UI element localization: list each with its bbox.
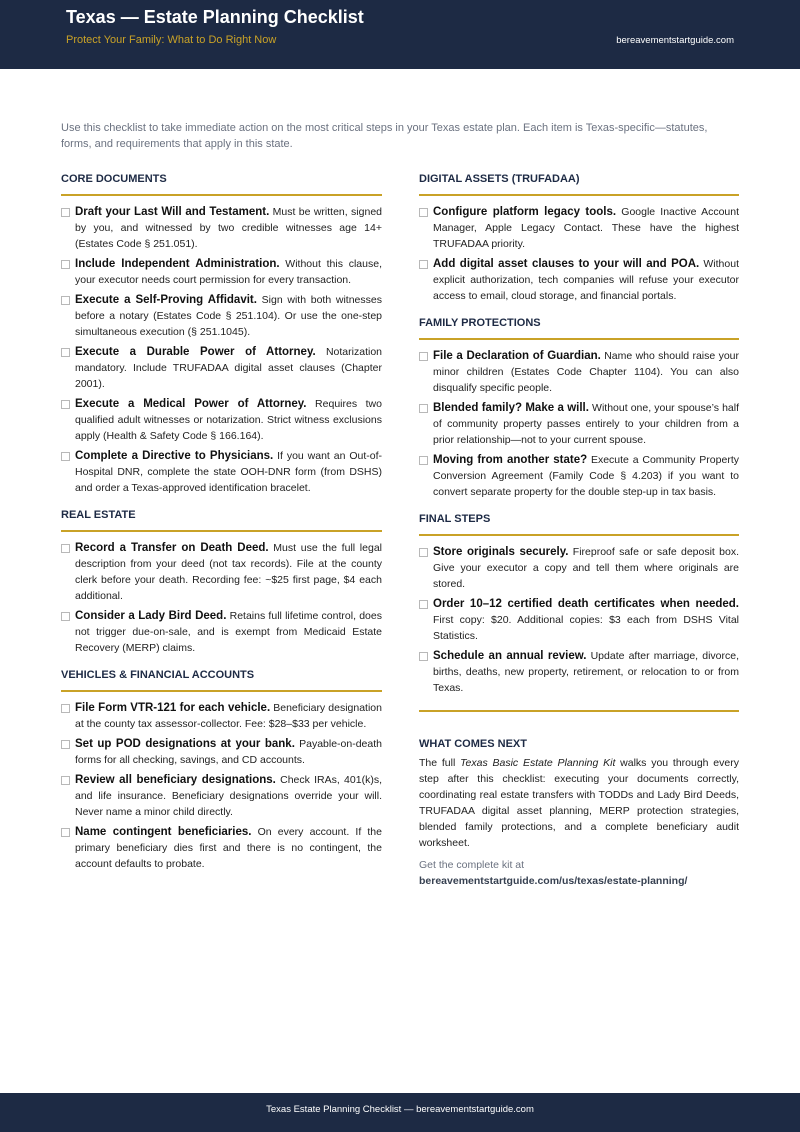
- checklist-item: [61, 736, 382, 768]
- checkbox[interactable]: [61, 828, 70, 837]
- item-heading: File a Declaration of Guardian.: [433, 350, 601, 362]
- item-heading: Execute a Durable Power of Attorney.: [75, 346, 316, 358]
- section-digital-assets: [419, 170, 739, 304]
- item-heading: Blended family? Make a will.: [433, 402, 589, 414]
- item-heading: Record a Transfer on Death Deed.: [75, 542, 269, 554]
- next-divider: [419, 710, 739, 712]
- section-divider: [61, 194, 382, 196]
- item-heading: Complete a Directive to Physicians.: [75, 450, 274, 462]
- item-text: Must be written, signed by you, and witnessed by two credible witnesses age 14+ (Estates Code § 251.051).: [75, 206, 382, 250]
- section-title: FINAL STEPS: [419, 513, 491, 525]
- checkbox[interactable]: [61, 348, 70, 357]
- checkbox[interactable]: [61, 544, 70, 553]
- item-text: Check IRAs, 401(k)s, and life insurance. Beneficiary designations override your will. Never name a minor child directly.: [75, 774, 382, 818]
- section-divider: [61, 530, 382, 532]
- item-heading: Review all beneficiary designations.: [75, 774, 276, 786]
- left-column: [61, 170, 382, 876]
- page-title: Texas — Estate Planning Checklist: [66, 7, 364, 27]
- checkbox[interactable]: [419, 352, 428, 361]
- item-text: Name who should raise your minor children (Estates Code Chapter 1104). You can also disqualify specific people.: [433, 350, 740, 394]
- section-vehicles-financial: [61, 666, 382, 872]
- checklist-item: [61, 540, 382, 604]
- checklist-item: [419, 400, 739, 448]
- checkbox[interactable]: [419, 652, 428, 661]
- item-text: Sign with both witnesses before a notary (Estates Code § 251.104). Or use the one-step simultaneous execution (§ 251.1045).: [75, 294, 382, 338]
- checkbox[interactable]: [61, 208, 70, 217]
- item-text: Fireproof safe or safe deposit box. Give your executor a copy and tell them where originals are stored.: [433, 546, 739, 590]
- checklist-item: [61, 824, 382, 872]
- what-comes-next: [419, 736, 739, 889]
- section-divider: [61, 690, 382, 692]
- item-text: Update after marriage, divorce, births, deaths, new property, retirement, or relocation to or from Texas.: [433, 650, 740, 694]
- right-column: [419, 170, 739, 889]
- checklist-item: [419, 256, 739, 304]
- item-heading: Name contingent beneficiaries.: [75, 826, 252, 838]
- checklist-item: [61, 700, 382, 732]
- kit-name: Texas Basic Estate Planning Kit: [460, 756, 616, 769]
- section-title: VEHICLES & FINANCIAL ACCOUNTS: [61, 669, 255, 681]
- checkbox[interactable]: [61, 400, 70, 409]
- checklist-item: [419, 648, 739, 696]
- checkbox[interactable]: [419, 600, 428, 609]
- checklist-item: [419, 452, 739, 500]
- section-divider: [419, 534, 739, 536]
- checklist-item: [61, 448, 382, 496]
- checkbox[interactable]: [61, 740, 70, 749]
- item-text: Must use the full legal description from your deed (not tax records). File at the county clerk before your death. Recording fee: ~$25 first page, $4 each additional.: [75, 542, 382, 602]
- item-text: Retains full lifetime control, does not trigger due-on-sale, and is exempt from Medicaid Estate Recovery (MERP) claims.: [75, 610, 382, 654]
- item-heading: Include Independent Administration.: [75, 258, 280, 270]
- checkbox[interactable]: [419, 456, 428, 465]
- checkbox[interactable]: [61, 296, 70, 305]
- item-text: Payable-on-death forms for all checking, savings, and CD accounts.: [75, 738, 382, 766]
- next-get-label: Get the complete kit at: [419, 858, 525, 871]
- page-subtitle: Protect Your Family: What to Do Right Now: [66, 34, 277, 46]
- item-heading: Set up POD designations at your bank.: [75, 738, 295, 750]
- checkbox[interactable]: [61, 612, 70, 621]
- item-text: Without explicit authorization, tech companies will refuse your executor access to email, cloud storage, and financial portals.: [433, 258, 739, 302]
- next-body-post: walks you through every step after this checklist: executing your documents correctly, coordinating real estate transfers with TODDs and Lady Bird Deeds, TRUFADAA digital asset planning, MERP protection strategies, blended family protections, and a complete beneficiary audit worksheet.: [419, 756, 739, 849]
- item-heading: Add digital asset clauses to your will and POA.: [433, 258, 700, 270]
- item-text: Without this clause, your executor needs court permission for every transaction.: [75, 258, 382, 286]
- item-heading: Schedule an annual review.: [433, 650, 587, 662]
- section-divider: [419, 338, 739, 340]
- section-title: DIGITAL ASSETS (TRUFADAA): [419, 173, 580, 185]
- item-heading: Order 10–12 certified death certificates when needed.: [433, 598, 739, 610]
- page-header: [0, 0, 800, 69]
- section-divider: [419, 194, 739, 196]
- checklist-item: [419, 544, 739, 592]
- item-heading: Draft your Last Will and Testament.: [75, 206, 270, 218]
- checkbox[interactable]: [61, 776, 70, 785]
- checklist-item: [61, 256, 382, 288]
- item-text: Beneficiary designation at the county tax assessor-collector. Fee: $28–$33 per vehicle.: [75, 702, 382, 730]
- header-site-link[interactable]: bereavementstartguide.com: [616, 35, 734, 46]
- checklist-item: [61, 608, 382, 656]
- item-heading: Consider a Lady Bird Deed.: [75, 610, 227, 622]
- checkbox[interactable]: [419, 548, 428, 557]
- section-real-estate: [61, 506, 382, 656]
- page-footer: [0, 1093, 800, 1132]
- section-final-steps: [419, 510, 739, 696]
- section-core-documents: [61, 170, 382, 496]
- item-text: Without one, your spouse’s half of community property passes entirely to your children from a prior relationship—not to your current spouse.: [433, 402, 739, 446]
- next-body-pre: The full: [419, 756, 461, 769]
- item-text: First copy: $20. Additional copies: $3 each from DSHS Vital Statistics.: [433, 614, 739, 642]
- checklist-item: [61, 396, 382, 444]
- checkbox[interactable]: [419, 404, 428, 413]
- checklist-item: [419, 348, 739, 396]
- checkbox[interactable]: [419, 208, 428, 217]
- kit-link[interactable]: bereavementstartguide.com/us/texas/estate-planning/: [419, 874, 688, 887]
- section-title: REAL ESTATE: [61, 509, 136, 521]
- item-heading: Store originals securely.: [433, 546, 569, 558]
- checklist-item: [419, 204, 739, 252]
- section-title: FAMILY PROTECTIONS: [419, 317, 541, 329]
- item-heading: Execute a Medical Power of Attorney.: [75, 398, 307, 410]
- checklist-item: [419, 596, 739, 644]
- footer-text: Texas Estate Planning Checklist — bereavementstartguide.com: [266, 1104, 534, 1115]
- item-heading: File Form VTR-121 for each vehicle.: [75, 702, 271, 714]
- section-family-protections: [419, 314, 739, 500]
- checklist-item: [61, 204, 382, 252]
- section-title: CORE DOCUMENTS: [61, 173, 167, 185]
- item-text: Execute a Community Property Conversion Agreement (Family Code § 4.203) if you want to convert separate property for the double step-up in tax basis.: [433, 454, 739, 498]
- checklist-item: [61, 292, 382, 340]
- checkbox[interactable]: [61, 704, 70, 713]
- checkbox[interactable]: [61, 260, 70, 269]
- checklist-item: [61, 772, 382, 820]
- item-text: Notarization mandatory. Include TRUFADAA digital asset clauses (Chapter 2001).: [75, 346, 382, 390]
- item-text: Requires two qualified adult witnesses or notarization. Strict witness exclusions apply (Health & Safety Code § 166.164).: [75, 398, 382, 442]
- checkbox[interactable]: [61, 452, 70, 461]
- intro-text: Use this checklist to take immediate action on the most critical steps in your Texas estate plan. Each item is Texas-specific—statutes, forms, and requirements that apply in this state.: [61, 122, 708, 150]
- item-text: Google Inactive Account Manager, Apple Legacy Contact. These have the highest TRUFADAA priority.: [433, 206, 740, 250]
- next-title: WHAT COMES NEXT: [419, 737, 527, 750]
- next-body: [419, 755, 739, 851]
- item-heading: Configure platform legacy tools.: [433, 206, 617, 218]
- checklist-item: [61, 344, 382, 392]
- item-text: On every account. If the primary beneficiary dies first and there is no contingent, the account defaults to probate.: [75, 826, 382, 870]
- item-text: If you want an Out-of-Hospital DNR, complete the state OOH-DNR form (from DSHS) and order a Texas-approved identification bracelet.: [75, 450, 382, 494]
- item-heading: Moving from another state?: [433, 454, 588, 466]
- item-heading: Execute a Self-Proving Affidavit.: [75, 294, 257, 306]
- checkbox[interactable]: [419, 260, 428, 269]
